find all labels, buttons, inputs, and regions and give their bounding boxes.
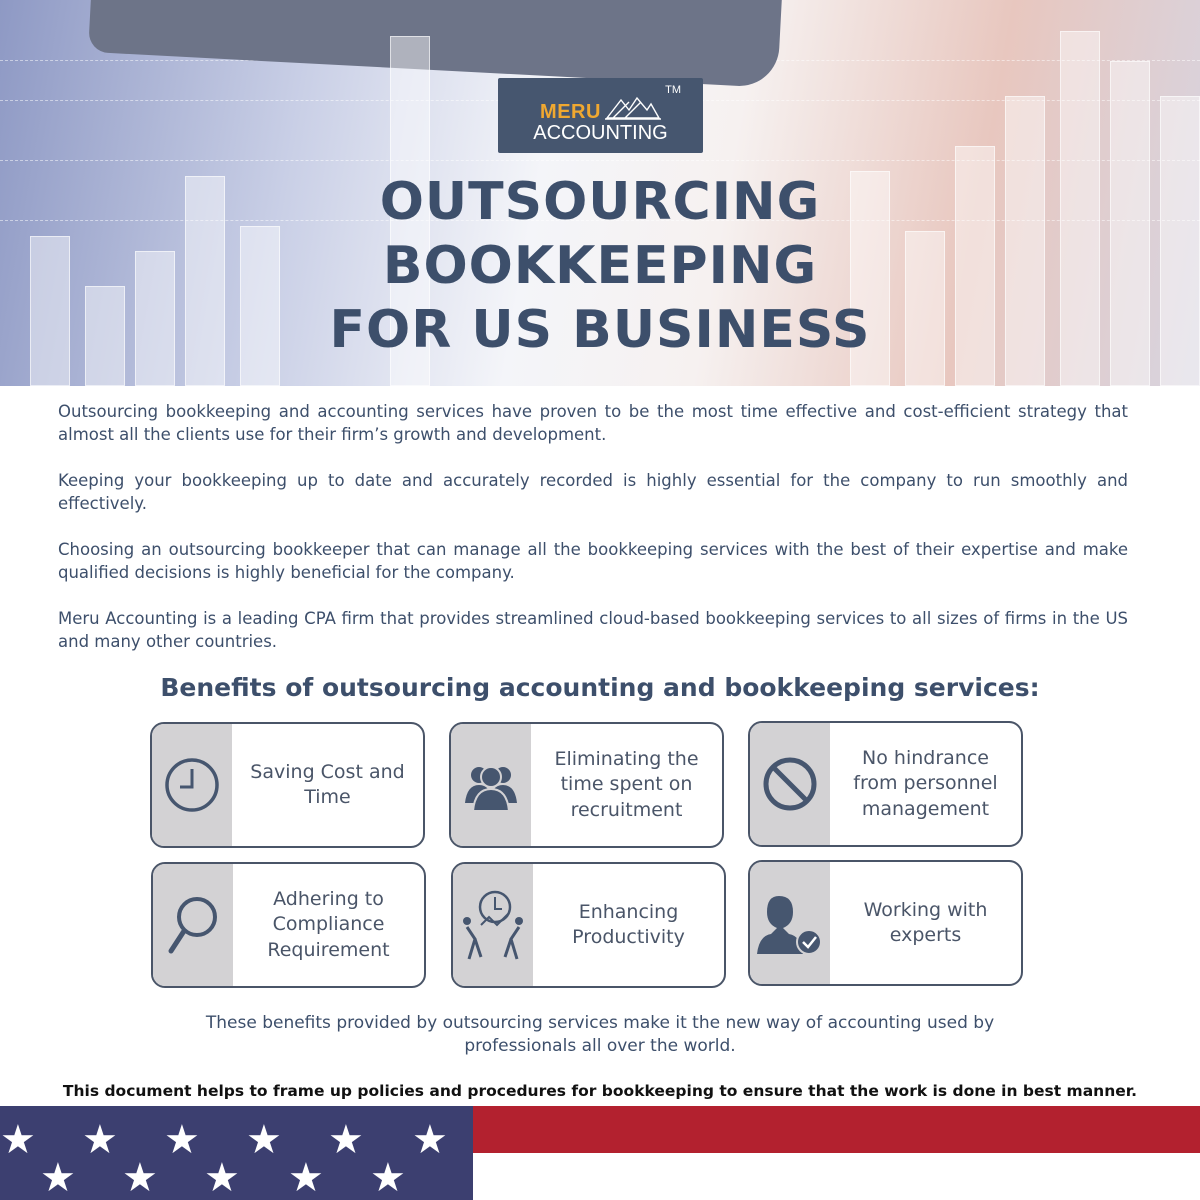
benefit-label: Adhering to Compliance Requirement (267, 887, 390, 961)
closing-text: These benefits provided by outsourcing services make it the new way of accounting used by professionals all over the world. (205, 1013, 995, 1056)
disclaimer-text: This document helps to frame up policies and procedures for bookkeeping to ensure that the work is done in best manner. (62, 1082, 1138, 1100)
meru-accounting-logo (498, 78, 703, 153)
flag-red-stripe (473, 1106, 1200, 1153)
intro-paragraph: Choosing an outsourcing bookkeeper that can manage all the bookkeeping services with the best of their expertise and make qualified decisions is highly beneficial for the company. (58, 540, 1128, 582)
benefit-card (748, 860, 1023, 986)
hero-banner (0, 0, 1200, 386)
mountain-icon (605, 96, 661, 120)
title-line: OUTSOURCING (379, 172, 821, 232)
benefit-card (150, 722, 425, 848)
benefit-label: Saving Cost and Time (250, 760, 405, 808)
benefit-card (151, 862, 426, 988)
clock-icon (164, 755, 220, 815)
intro-paragraph: Meru Accounting is a leading CPA firm that provides streamlined cloud-based bookkeeping services to all sizes of firms in the US and many other countries. (58, 609, 1128, 651)
logo-brand-top: MERU (540, 101, 601, 123)
benefit-label: Eliminating the time spent on recruitment (554, 747, 699, 821)
benefit-card (748, 721, 1023, 847)
magnifier-icon (165, 893, 221, 957)
title-line: BOOKKEEPING (382, 236, 818, 296)
us-flag (0, 1106, 1200, 1200)
people-icon (463, 757, 519, 813)
intro-paragraph: Keeping your bookkeeping up to date and accurately recorded is highly essential for the company to run smoothly and effectively. (58, 471, 1128, 513)
title-line: FOR US BUSINESS (329, 300, 871, 360)
flag-star-field: ★ ★ ★ ★ ★ ★ ★ ★ ★ ★ ★ (0, 1106, 473, 1200)
intro-paragraph: Outsourcing bookkeeping and accounting services have proven to be the most time effective and cost-efficient strategy that almost all the clients use for their firm’s growth and development. (58, 402, 1128, 444)
benefit-card (449, 722, 724, 848)
trademark: TM (665, 84, 681, 96)
benefit-label: Working with experts (863, 898, 988, 946)
benefit-label: No hindrance from personnel management (853, 746, 998, 820)
benefit-label: Enhancing Productivity (572, 900, 685, 948)
prohibited-icon (762, 756, 818, 812)
benefit-card (451, 862, 726, 988)
benefits-heading: Benefits of outsourcing accounting and bookkeeping services: (160, 673, 1040, 702)
productivity-icon (461, 887, 525, 963)
expert-icon (757, 890, 823, 956)
page-title (0, 170, 1200, 362)
logo-brand-bottom: ACCOUNTING (533, 122, 668, 144)
calculator-image (88, 0, 782, 88)
